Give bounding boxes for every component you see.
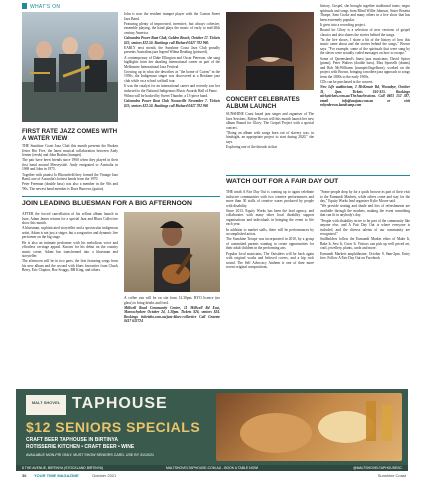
ad-headline: $12 SENIORS SPECIALS [26,419,201,435]
brand-small: MALT SHOVEL [31,400,61,405]
article6-right [320,190,410,261]
paragraph: Growing up in what she describes as "the home of Cairns" in the 1950s, the Indigenous singer was discovered at a Brisbane jazz club while on a school softball tour. [124,69,220,83]
paragraph: Peter Freeman (double bass) was also a member in the '60s and '90s. The newest band member is Dave Burrows (guitar). [22,182,118,191]
guitarist-illustration [124,212,220,292]
article3-body [226,112,314,150]
paragraph: Some of Queensland's finest jazz musicians, David Spicer (piano), Peter Walters (double bass), Max Sportelli (drums) and Rob McWilliams (trumpet/flugelhorn), worked on the project with Brown, bringing a modern jazz approach to songs from the 1800s to the early 1900s. [320,56,410,79]
article3-heading: CONCERT CELEBRATES ALBUM LAUNCH [226,96,300,110]
food-photo [216,393,402,461]
article6-left [226,190,314,270]
article6-heading: WATCH OUT FOR A FAIR DAY OUT [226,178,339,185]
article4-body [320,4,410,109]
food-illustration [216,393,402,461]
paragraph: He is also an intimate performer with his melodious voice and effortless on-stage appeal. Known for his debut on the country music scene, Adam has transformed into a bluesman and storyteller. [22,240,118,259]
paragraph: Popular local musicians, The Outsiders will be back again with original works and beloved covers, and a hip rock sound. The Self Advocacy Anthem is one of their more recent original compositions. [226,251,314,270]
paragraph: CDs can be purchased at the concert. [320,79,374,84]
paragraph: Since 2013, Equity Works has been the lead agency, and collaborates with many other local disability support organisations and individuals in bringing the event to life each year. [226,208,314,227]
paragraph: Together with pianist Jo Bloomfield they formed the Vintage Jazz Band, one of Australia's hottest bands from the 1970. [22,172,118,182]
paragraph: It grew into a recording project. [320,22,366,27]
article5-right [124,296,220,325]
paragraph: "Doing an album with songs born out of slavery was, in hindsight, an appropriate project to start during 2020," she says. [226,130,314,144]
paragraph: The Sunshine Troupe was incorporated in 2010, by a group of committed parents wanting to create opportunities for their adult children in the performing arts. [226,237,314,251]
paragraph: Exploring one of the threads in that [226,145,277,150]
article1-heading: FIRST RATE JAZZ COMES WITH A WATER VIEW [22,128,118,142]
divider [226,175,410,176]
ad-address: 8 THE AVENUE, BIRTINYA (STOCKLAND BIRTINYA) [22,466,104,470]
robyn-brown-photo [226,12,314,90]
divider [22,196,220,197]
taphouse-advertisement[interactable] [16,389,408,465]
event-details: New Life auditorium, 2 McKenzie Rd, Woombye, October 31, 2pm. Tickets $10-$15. Bookings stickytickets.com.au/TheJazzSessions. Call 0403 152 387, email info@asajazz.com.au or visit robynbrown.bandcamp.com [320,85,410,108]
ad-subline-2: ROTISSERIE KITCHEN • CRAFT BEER • WINE [26,444,135,450]
ad-footer-bar[interactable] [16,465,408,471]
issue-month: October 2021 [92,473,117,478]
event-details: Caloundra Power Boat Club, Golden Beach, October 17. Tickets $25, seniors $22.50. Bookings call Richard 0427 782 960. [124,36,220,45]
paragraph: The afternoon will be in two parts, the first featuring songs from his new album and the second with blues favourites from Chuck Berry, Eric Clapton, Boz Scaggs, BB King, and others. [22,259,118,273]
paragraph: Eumundi Markets amphitheatre, October 9, 8am-2pm. Entry free. Follow A Fair Day Out on Facebook [320,251,410,261]
article1-body [22,144,118,192]
paragraph: Stallholders follow the Eumundi Market ethos of Make It, Bake It, Sew It, Grow It. Visitors can pick up well priced art, craft, jewellery, plants, cards and more. [320,237,410,251]
article5-left [22,212,118,274]
paragraph: Featuring plenty of improvised, inventive, but always cohesive, ensemble playing, the band plays the music of early to mid-20th century America. [124,21,220,35]
paragraph: Bound for Glory is a selection of new versions of gospel classics and also shares the stories behind the songs. [320,28,410,37]
paragraph: It was the catalyst for an international career and recently saw her inducted to the National Indigenous Music Awards Hall of Fame. [124,84,220,93]
ad-subline-1: CRAFT BEER TAPHOUSE IN BIRTINYA [26,437,118,443]
paragraph: "People with disability strive to be part of the community like anyone else, and A Fair Day Out is where everyone is included, and the diverse talents of our community are recognised." [320,218,410,237]
page-footer [12,473,416,479]
ad-website-link[interactable]: MALTSHOVELTAPHOUSE.COM.AU - BOOK A TABLE NOW! [166,466,259,470]
paragraph: EARLY next month, the Sunshine Coast Jazz Club proudly presents Australian jazz legend Wilma Reading (pictured). [124,45,220,55]
brand-logo [26,395,66,415]
paragraph: A coffee van will be on site from 12.30pm. BYO licence (no glass) to bring drinks and food. [124,296,220,305]
paragraph: A contemporary of Duke Ellington and Oscar Peterson, she sang highlights from her dazzling international career as part of the Melbourne International Jazz Festival. [124,55,220,69]
region-label: Sunshine Coast [377,473,406,478]
paragraph: The pair have been friends since 1960 when they played in their first band around Merseyside. Andy emigrated to Australia in 1969 and John in 1975. [22,158,118,172]
section-marker [22,3,27,9]
paragraph: "We provide seating and shade and lots of refreshments are available through the markets, making the event something that can fit in anybody's day. [320,204,410,218]
article2-body [124,12,220,109]
paragraph: SUNSHINE Coast based jazz singer and organiser of The Jazz Sessions, Robyn Brown will this month launch her new album Bound for Glory: The Gospel Project with a special concert. [226,112,314,130]
ad-social-handle[interactable]: @MALTSHOVELTAPHOUSESC [353,466,402,470]
paragraph: A bluesman, sophisticated storyteller and a spectacular indigenous artist, Adam is not just a singer, but a songwriter and dynamic live performer on the big stage. [22,226,118,240]
magazine-name: YOUR TIME MAGAZINE [34,473,79,478]
paragraph: "Some people drop by for a quick browse as part of their visit to the Eumundi Markets, while others come and stay for the day," Equity Works lead organiser Kylie Moore said. [320,190,410,203]
musicians-illustration [22,12,118,122]
paragraph: "In the live shows, I share a bit of the history of how this music came about and the stories behind the songs," Brown says. "For example, some of the spirituals that were sung by the slaves were actually coded messages on how to escape." [320,37,410,56]
adam-james-photo [124,212,220,292]
ad-note: AVAILABLE MON-FRI ONLY. MUST SHOW SENIORS CARD. USE BY 31/10/21 [26,453,155,457]
event-details: Caloundra Power Boat Club Noosaville November 7. Tickets $25, seniors $22.50. Bookings call Richard 0427 782 960 [124,99,220,108]
paragraph: history, Gospel, she brought together traditional tunes, negro spirituals and songs from Blind Willie Johnson, Sister Rosetta Tharpe, Sam Cooke and many others in a live show that has been extremely popular. [320,4,410,22]
section-title: WHAT'S ON [30,4,61,10]
paragraph: AFTER the forced cancellation of his sellout album launch in June, Adam James returns for a special Jazz and Blues Collective show this month. [22,212,118,225]
paragraph: John is now the resident trumpet player with the Caxton Street Jazz Band. [124,12,220,21]
event-details: Millwell Road Community Centre, 11 Millwell Rd East, Maroochydore October 24, 1.30pm. Tickets $26, seniors $24. Bookings ticketebo.com.au/jazz-blues-collective Call Graeme 0417 633724 [124,305,220,324]
brand-name: TAPHOUSE [72,395,168,412]
jazz-band-photo [22,12,118,122]
paragraph: THE Sunshine Coast Jazz Club this month presents the Broken Jester Hot Five, the latest musical collaboration between Andy Jenner (reeds) and John Brahm (trumpet). [22,144,118,157]
paragraph: THE ninth A Fair Day Out is coming up to again celebrate inclusive communities with two creative performances and more than 30 stalls of creative wares produced by people with disability. [226,190,314,208]
article5-heading: JOIN LEADING BLUESMAN FOR A BIG AFTERNOON [22,200,192,207]
page-number: 36 [22,473,27,478]
singer-illustration [226,12,314,90]
paragraph: Wilma will be backed by Sweet Thunder, a 13-piece band. [124,94,208,99]
paragraph: In addition to market stalls, there will be performances by accomplished artists. [226,227,314,237]
